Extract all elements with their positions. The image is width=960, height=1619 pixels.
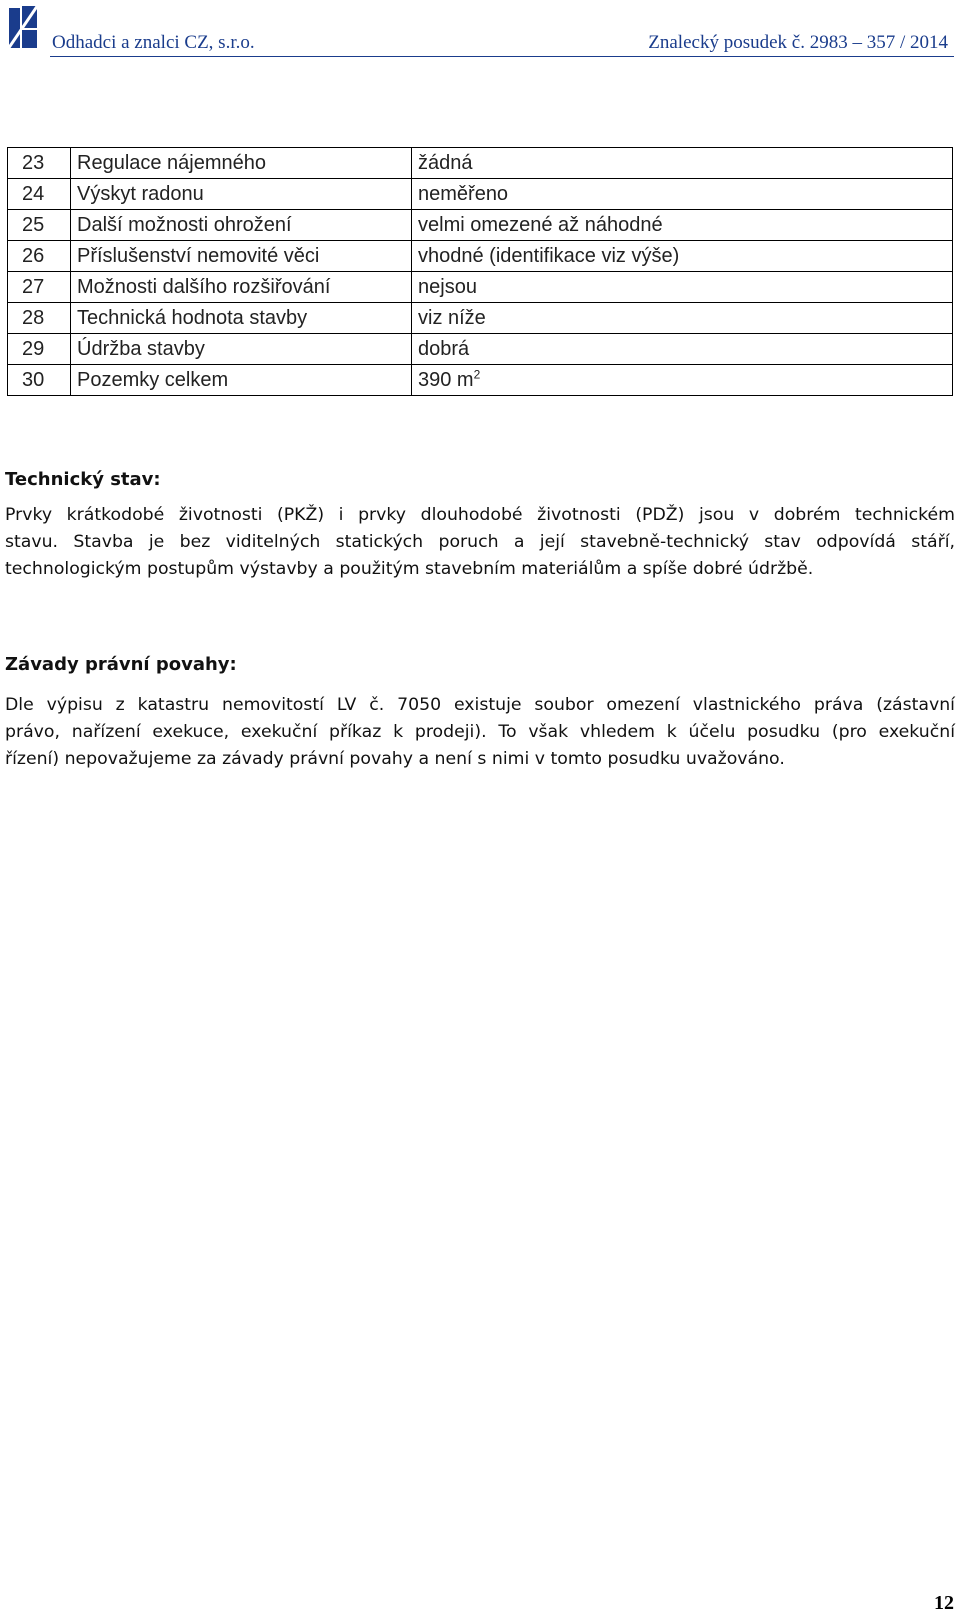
row-value-text: neměřeno [418,183,509,205]
row-number: 27 [8,272,71,303]
table-row [8,365,953,396]
row-value-text: velmi omezené až náhodné [418,214,663,236]
row-number: 23 [8,148,71,179]
row-number: 25 [8,210,71,241]
row-value-text: viz níže [418,307,486,329]
table-row [8,334,953,365]
page-header [0,0,960,58]
row-value [412,334,953,365]
legal-defects-line: právo, nařízení exekuce, exekuční příkaz k prodeji). To však vhledem k účelu posudku (pro exekuční [5,722,955,742]
technical-state-line: stavu. Stavba je bez viditelných statických poruch a její stavebně-technický stav odpovídá stáří, [5,532,955,552]
row-label: Údržba stavby [71,334,412,365]
row-value [412,272,953,303]
report-id: Znalecký posudek č. 2983 – 357 / 2014 [648,32,948,53]
row-value-text: vhodné (identifikace viz výše) [418,245,680,267]
company-name: Odhadci a znalci CZ, s.r.o. [52,32,255,53]
row-label: Technická hodnota stavby [71,303,412,334]
table-row [8,148,953,179]
row-label: Příslušenství nemovité věci [71,241,412,272]
row-number: 30 [8,365,71,396]
row-label: Možnosti dalšího rozšiřování [71,272,412,303]
row-value-text: žádná [418,152,473,174]
row-value [412,241,953,272]
legal-defects-line: řízení) nepovažujeme za závady právní povahy a není s nimi v tomto posudku uvažováno. [5,749,785,769]
legal-defects-line: Dle výpisu z katastru nemovitostí LV č. 7050 existuje soubor omezení vlastnického práva (zástavní [5,695,955,715]
row-value-text: 390 m [418,369,474,391]
legal-defects-section [5,654,955,773]
technical-state-section [5,469,955,583]
legal-defects-text [5,692,955,773]
table-row [8,303,953,334]
row-value-superscript: 2 [473,367,481,382]
table-row [8,210,953,241]
row-label: Výskyt radonu [71,179,412,210]
row-value [412,179,953,210]
technical-state-text [5,502,955,583]
row-label: Regulace nájemného [71,148,412,179]
header-divider [50,56,954,57]
row-value [412,148,953,179]
row-value [412,210,953,241]
row-number: 29 [8,334,71,365]
row-number: 28 [8,303,71,334]
technical-state-heading: Technický stav: [5,469,161,490]
table-row [8,272,953,303]
technical-state-line: technologickým postupům výstavby a použitým stavebním materiálům a spíše dobré údržbě. [5,559,814,579]
row-value-text: dobrá [418,338,470,360]
legal-defects-heading: Závady právní povahy: [5,654,237,675]
row-label: Další možnosti ohrožení [71,210,412,241]
table-row [8,241,953,272]
company-logo-icon [6,2,40,52]
technical-state-line: Prvky krátkodobé životnosti (PKŽ) i prvky dlouhodobé životnosti (PDŽ) jsou v dobrém technickém [5,505,955,525]
table-row [8,179,953,210]
row-value [412,365,953,396]
property-table [7,147,953,396]
row-value [412,303,953,334]
row-label: Pozemky celkem [71,365,412,396]
page-number: 12 [934,1592,954,1614]
row-value-text: nejsou [418,276,477,298]
row-number: 26 [8,241,71,272]
row-number: 24 [8,179,71,210]
